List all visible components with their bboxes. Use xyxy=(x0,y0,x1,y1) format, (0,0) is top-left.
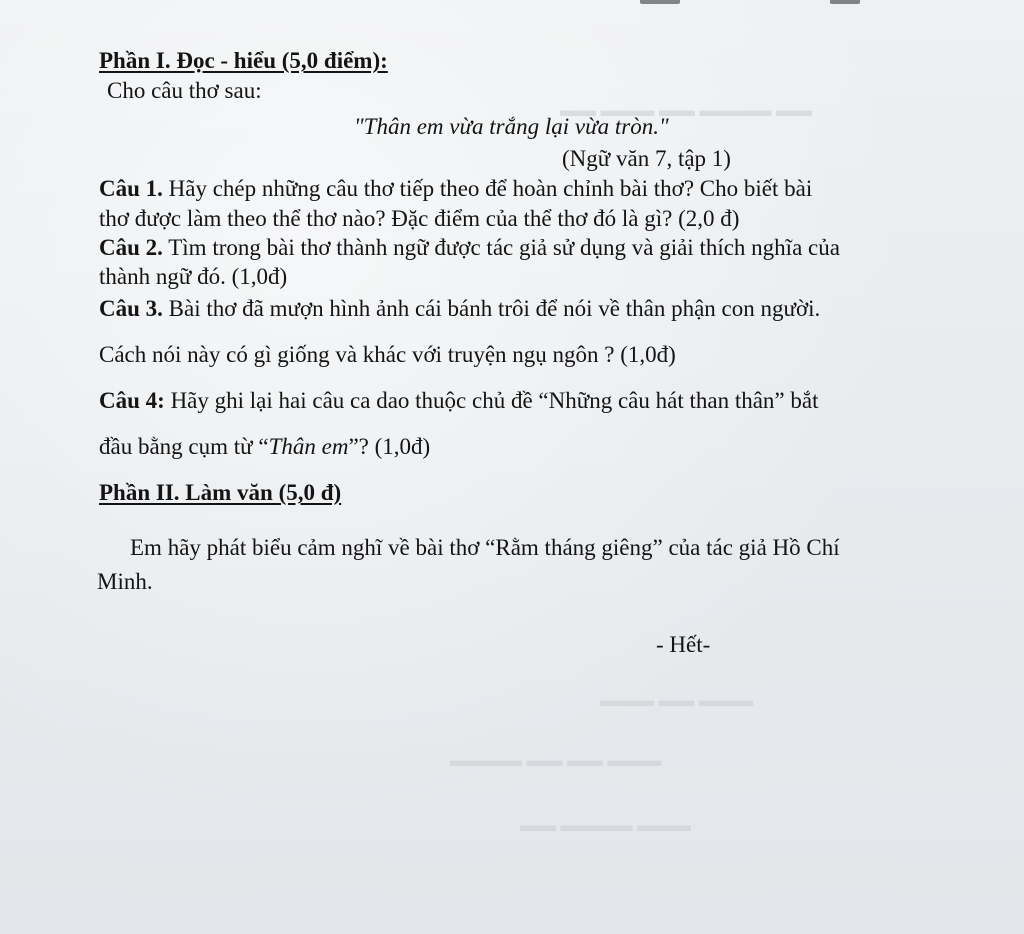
question-4-line-2 xyxy=(99,435,430,458)
question-4-line-1 xyxy=(99,389,818,412)
part2-prompt-line-2: Minh. xyxy=(97,569,153,594)
question-4-text: Hãy ghi lại hai câu ca dao thuộc chủ đề “Những câu hát than thân” bắt xyxy=(164,388,819,413)
poem-source: (Ngữ văn 7, tập 1) xyxy=(562,146,731,171)
part2-heading: Phần II. Làm văn (5,0 đ) xyxy=(99,480,342,505)
part1-heading: Phần I. Đọc - hiểu (5,0 điểm): xyxy=(99,48,388,73)
question-4-italic-phrase: Thân em xyxy=(268,434,349,459)
top-edge-mark xyxy=(640,0,680,4)
question-3-line-1 xyxy=(99,297,820,320)
question-1-text: Hãy chép những câu thơ tiếp theo để hoàn chỉnh bài thơ? Cho biết bài xyxy=(162,176,813,201)
bleed-through-text: ▬▬ ▬▬▬▬ ▬▬▬ xyxy=(520,815,691,835)
question-2-label: Câu 2. xyxy=(99,235,163,260)
poem-quote: "Thân em vừa trắng lại vừa tròn." xyxy=(354,114,669,139)
question-4-text-pre: đầu bằng cụm từ “ xyxy=(99,434,269,459)
question-1-label: Câu 1. xyxy=(99,176,163,201)
question-2-line-1 xyxy=(99,236,840,259)
top-edge-mark xyxy=(830,0,860,4)
question-4-text-post: ”? (1,0đ) xyxy=(348,434,431,459)
question-3-text: Bài thơ đã mượn hình ảnh cái bánh trôi để nói về thân phận con người. xyxy=(162,296,821,321)
question-4-label: Câu 4: xyxy=(99,388,165,413)
bleed-through-text: ▬▬▬▬ ▬▬ ▬▬ ▬▬▬ xyxy=(450,750,662,770)
question-3-line-2: Cách nói này có gì giống và khác với truyện ngụ ngôn ? (1,0đ) xyxy=(99,342,676,367)
part2-prompt-line-1: Em hãy phát biểu cảm nghĩ về bài thơ “Rằm tháng giêng” của tác giả Hồ Chí xyxy=(130,535,840,560)
question-1-line-1 xyxy=(99,177,812,200)
question-2-line-2: thành ngữ đó. (1,0đ) xyxy=(99,264,288,289)
question-1-line-2: thơ được làm theo thể thơ nào? Đặc điểm của thể thơ đó là gì? (2,0 đ) xyxy=(99,206,740,231)
part1-intro: Cho câu thơ sau: xyxy=(107,78,262,103)
question-3-label: Câu 3. xyxy=(99,296,163,321)
bleed-through-text: ▬▬▬ ▬▬ ▬▬▬ xyxy=(600,690,753,710)
end-mark: - Hết- xyxy=(656,632,711,657)
bleed-through-text: ▬▬ ▬▬▬ ▬▬ ▬▬▬▬ ▬▬ xyxy=(560,100,812,120)
question-2-text: Tìm trong bài thơ thành ngữ được tác giả sử dụng và giải thích nghĩa của xyxy=(162,235,840,260)
